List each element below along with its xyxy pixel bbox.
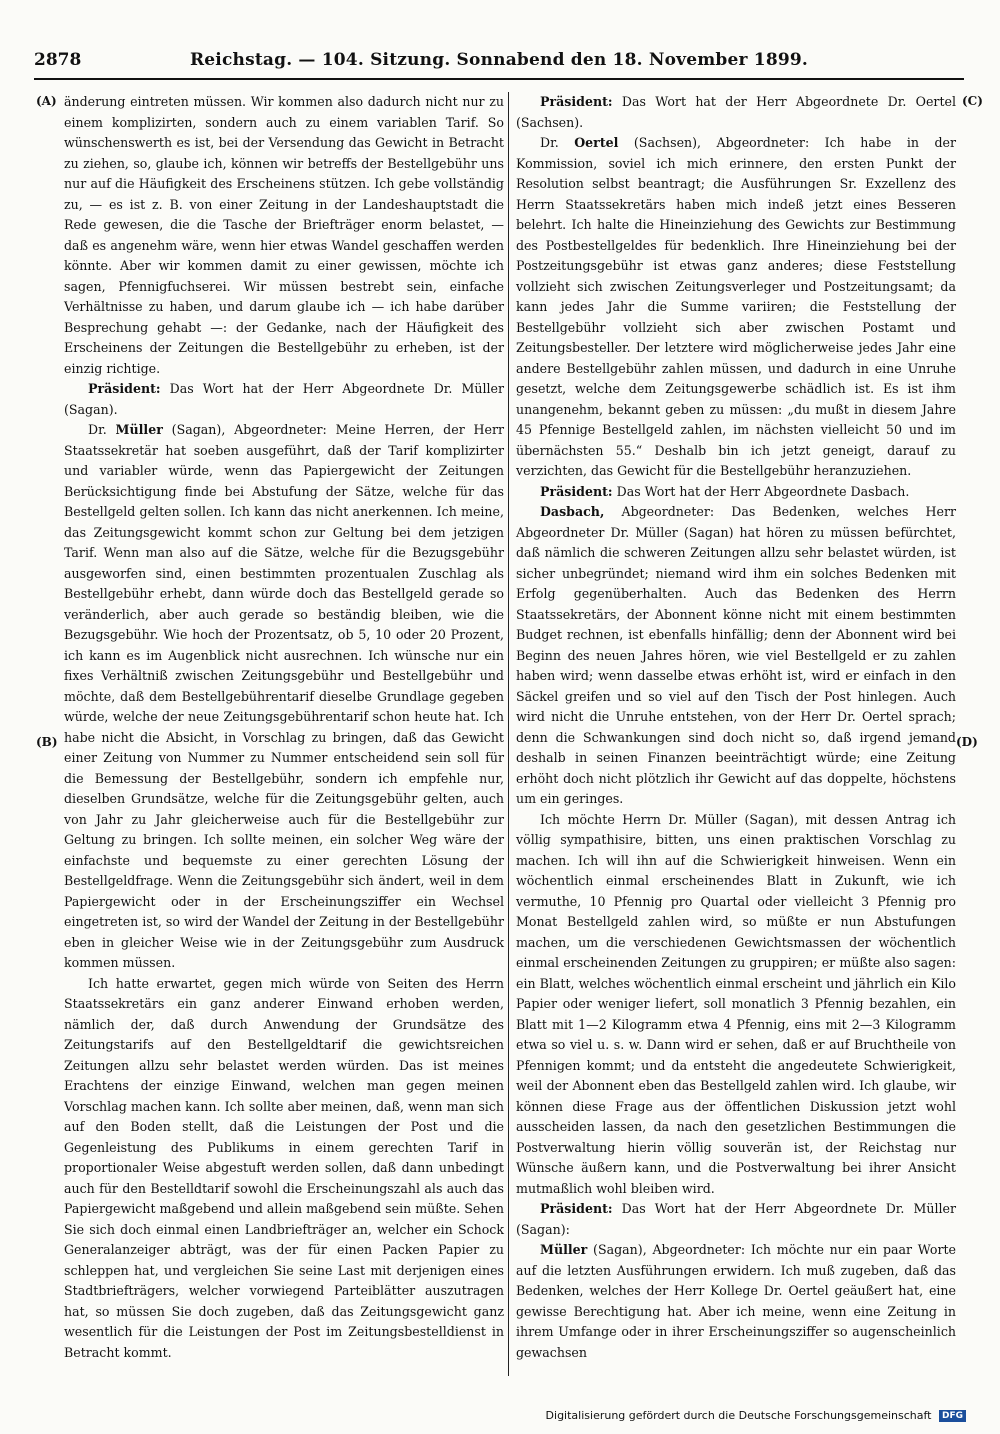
speaker-name: Präsident: (540, 1201, 613, 1216)
margin-mark-d: (D) (956, 735, 978, 749)
speaker-name: Müller (115, 422, 163, 437)
speaker-name: Präsident: (540, 94, 613, 109)
speaker-name: Oertel (574, 135, 619, 150)
paragraph: Ich möchte Herrn Dr. Müller (Sagan), mit dessen Antrag ich völlig sympathisire, bitten, uns einen praktischen Vorschlag zu machen. Ich will ihn auf die Schwierigkeit hinweisen. Wenn ein wöchentlich einmal erscheinendes Blatt in Zukunft, wie ich vermuthe, 10 Pfennig pro Quartal oder vielleicht 3 Pfennig pro Monat Bestellgeld zahlen wird, so müßte er nun Abstufungen machen, um die verschiedenen Gewichtsmassen der wöchentlich einmal erscheinenden Zeitungen zu gruppiren; er müßte also sagen: ein Blatt, welches wöchentlich einmal erscheint und jährlich ein Kilo Papier oder weniger liefert, soll monatlich 3 Pfennig bezahlen, ein Blatt mit 1—2 Kilogramm etwa 4 Pfennig, eins mit 2—3 Kilogramm etwa so viel u. s. w. Dann wird er sehen, daß er auf Bruchtheile von Pfennigen kommt; und da entsteht die angedeutete Schwierigkeit, weil der Abonnent eben das Bestellgeld zahlen wird. Ich glaube, wir können diese Frage aus der öffentlichen Diskussion jetzt wohl ausscheiden lassen, da nach den gesetzlichen Bestimmungen die Postverwaltung hierin völlig souverän ist, der Reichstag nur Wünsche äußern kann, und die Postverwaltung bei ihrer Ansicht mutmaßlich wohl bleiben wird. (516, 811, 956, 1196)
paragraph: Dr. Müller (Sagan), Abgeordneter: Meine Herren, der Herr Staatssekretär hat soeben ausgeführt, daß der Tarif komplizirter und variabler würde, wenn das Papiergewicht der Zeitungen Berücksichtigung finde bei Abstufung der Sätze, welche für das Bestellgeld gelten sollen. Ich kann das nicht anerkennen. Ich meine, das Zeitungsgewicht kommt schon zur Geltung bei dem jetzigen Tarif. Wenn man also auf die Sätze, welche für die Bezugsgebühr ausgeworfen sind, einen bestimmten prozentualen Zuschlag als Bestellgebühr erhebt, dann würde doch das Bestellgeld gerade so veränderlich, aber auch gerade so beständig bleiben, wie die Bezugsgebühr. Wie hoch der Prozentsatz, ob 5, 10 oder 20 Prozent, ich kann es im Augenblick nicht ausrechnen. Ich wünsche nur ein fixes Verhältniß zwischen Zeitungsgebühr und Bestellgebühr und möchte, daß dem Bestellgebührentarif dieselbe Grundlage gegeben würde, welche der neue Zeitungsgebührentarif schon heute hat. Ich habe nicht die Absicht, in Vorschlag zu bringen, daß das Gewicht einer Zeitung von Nummer zu Nummer entscheidend sein soll für die Bemessung der Bestellgebühr, sondern ich empfehle nur, dieselben Grundsätze, welche für die Zeitungsgebühr gelten, auch von Jahr zu Jahr gleicherweise auch für die Bestellgebühr zur Geltung zu bringen. Ich sollte meinen, ein solcher Weg wäre der einfachste und bequemste zu einer gerechten Lösung der Bestellgeldfrage. Wenn die Zeitungsgebühr sich ändert, weil in dem Papiergewicht oder in der Erscheinungsziffer ein Wechsel eingetreten ist, so wird der Wandel der Zeitung in der Bestellgebühr eben in gleicher Weise wie in der Zeitungsgebühr zum Ausdruck kommen müssen. (64, 422, 504, 970)
margin-mark-a: (A) (36, 94, 57, 108)
right-column (516, 92, 956, 1363)
paragraph: änderung eintreten müssen. Wir kommen also dadurch nicht nur zu einem komplizirten, sondern auch zu einem variablen Tarif. So wünschenswerth es ist, bei der Versendung das Gewicht in Betracht zu ziehen, so, glaube ich, können wir betreffs der Bestellgebühr uns nur auf die Häufigkeit des Erscheinens stützen. Ich gebe vollständig zu, — es ist z. B. von einer Zeitung in der Landeshauptstadt die Rede gewesen, die die Tasche der Briefträger enorm belastet, — daß es angenehm wäre, wenn hier etwas Wandel geschaffen werden könnte. Aber wir kommen damit zu einer gewissen, möchte ich sagen, Pfennigfuchserei. Wir müssen bestrebt sein, einfache Verhältnisse zu haben, und darum glaube ich — ich habe darüber Besprechung gehabt —: der Gedanke, nach der Häufigkeit des Erscheinens der Zeitungen die Bestellgebühr zu erheben, ist der einzig richtige. (64, 94, 504, 376)
speaker-name: Dasbach, (540, 504, 605, 519)
paragraph: Präsident: Das Wort hat der Herr Abgeordnete Dr. Müller (Sagan). (64, 381, 504, 417)
paragraph: Müller (Sagan), Abgeordneter: Ich möchte nur ein paar Worte auf die letzten Ausführungen erwidern. Ich muß zugeben, daß das Bedenken, welches der Herr Kollege Dr. Oertel geäußert hat, eine gewisse Berechtigung hat. Aber ich meine, wenn eine Zeitung in ihrem Umfange oder in ihrer Erscheinungsziffer so augenscheinlich gewachsen (516, 1242, 956, 1360)
speaker-name: Müller (540, 1242, 588, 1257)
dfg-logo: DFG (939, 1410, 966, 1422)
footer-text: Digitalisierung gefördert durch die Deutsche Forschungsgemeinschaft (545, 1409, 932, 1422)
column-divider (508, 92, 509, 1376)
paragraph: Dasbach, Abgeordneter: Das Bedenken, welches Herr Abgeordneter Dr. Müller (Sagan) hat hören zu müssen befürchtet, daß nämlich die schweren Zeitungen allzu sehr belastet würden, ist sicher unbegründet; niemand wird ihm ein solches Bedenken mit Erfolg gegenüberhalten. Auch das Bedenken des Herrn Staatssekretärs, der Abonnent könne nicht mit einem bestimmten Budget rechnen, ist ebenfalls hinfällig; denn der Abonnent wird bei Beginn des neuen Jahres hören, wie viel Bestellgeld er zu zahlen haben wird; wenn dasselbe etwas erhöht ist, wird er einfach in den Säckel greifen und so viel auf den Tisch der Post hinlegen. Auch wird nicht die Unruhe entstehen, von der Herr Dr. Oertel sprach; denn die Schwankungen sind doch nicht so, daß irgend jemand deshalb in seinen Finanzen beeinträchtigt würde; eine Zeitung erhöht doch nicht plötzlich ihr Gewicht auf das doppelte, höchstens um ein geringes. (516, 504, 956, 806)
paragraph: Präsident: Das Wort hat der Herr Abgeordnete Dr. Oertel (Sachsen). (516, 94, 956, 130)
page-header (34, 48, 964, 80)
speaker-name: Präsident: (88, 381, 161, 396)
running-title: Reichstag. — 104. Sitzung. Sonnabend den 18. November 1899. (189, 50, 809, 70)
paragraph: Präsident: Das Wort hat der Herr Abgeordnete Dr. Müller (Sagan): (516, 1201, 956, 1237)
paragraph: Dr. Oertel (Sachsen), Abgeordneter: Ich habe in der Kommission, soviel ich mich erinnere, den ersten Punkt der Resolution selbst beantragt; die Ausführungen Sr. Exzellenz des Herrn Staatssekretärs haben mich indeß jetzt eines Besseren belehrt. Ich halte die Hineinziehung des Gewichts zur Bestimmung des Postbestellgeldes für bedenklich. Ihre Hineinziehung bei der Postzeitungsgebühr ist etwas ganz anderes; diese Feststellung vollzieht sich zwischen Zeitungsverleger und Postzeitungsamt; da kann jedes Jahr die Summe variiren; die Feststellung der Bestellgebühr vollzieht sich aber zwischen Postamt und Zeitungsbesteller. Der letztere wird möglicherweise jedes Jahr eine andere Bestellgebühr zahlen müssen, und dadurch in eine Unruhe gesetzt, welche dem Zeitungsgewerbe schädlich ist. Es ist ihm unangenehm, bekannt geben zu müssen: „du mußt in diesem Jahre 45 Pfennige Bestellgeld zahlen, im nächsten vielleicht 50 und im übernächsten 55.“ Deshalb bin ich jetzt geneigt, darauf zu verzichten, das Gewicht für die Bestellgebühr heranzuziehen. (516, 135, 956, 478)
paragraph: Präsident: Das Wort hat der Herr Abgeordnete Dasbach. (540, 483, 910, 499)
margin-mark-c: (C) (962, 94, 983, 108)
margin-mark-b: (B) (36, 735, 58, 749)
page-number: 2878 (34, 50, 82, 70)
paragraph: Ich hatte erwartet, gegen mich würde von Seiten des Herrn Staatssekretärs ein ganz anderer Einwand erhoben werden, nämlich der, daß durch Anwendung der Grundsätze des Zeitungstarifs auf den Bestellgeldtarif die gewichtsreichen Zeitungen allzu sehr belastet werden würden. Das ist meines Erachtens der einzige Einwand, welchen man gegen meinen Vorschlag machen kann. Ich sollte aber meinen, daß, wenn man sich auf den Boden stellt, daß die Leistungen der Post und die Gegenleistung des Publikums in einem gerechten Tarif in proportionaler Weise abgestuft werden sollen, daß dann unbedingt auch für den Bestelldtarif sowohl die Erscheinungszahl als auch das Papiergewicht maßgebend und allein maßgebend sein müßte. Sehen Sie sich doch einmal einen Landbriefträger an, welcher ein Schock Generalanzeiger abträgt, was der für einen Packen Papier zu schleppen hat, und vergleichen Sie seine Last mit derjenigen eines Stadtbriefträgers, welcher vorwiegend Parteiblätter auszutragen hat, so müssen Sie doch zugeben, daß das Zeitungsgewicht ganz wesentlich für die Leistungen der Post im Zeitungsbestelldienst in Betracht kommt. (64, 975, 504, 1360)
speaker-name: Präsident: (540, 483, 613, 499)
digitization-credit (546, 1409, 966, 1422)
left-column (64, 92, 504, 1363)
